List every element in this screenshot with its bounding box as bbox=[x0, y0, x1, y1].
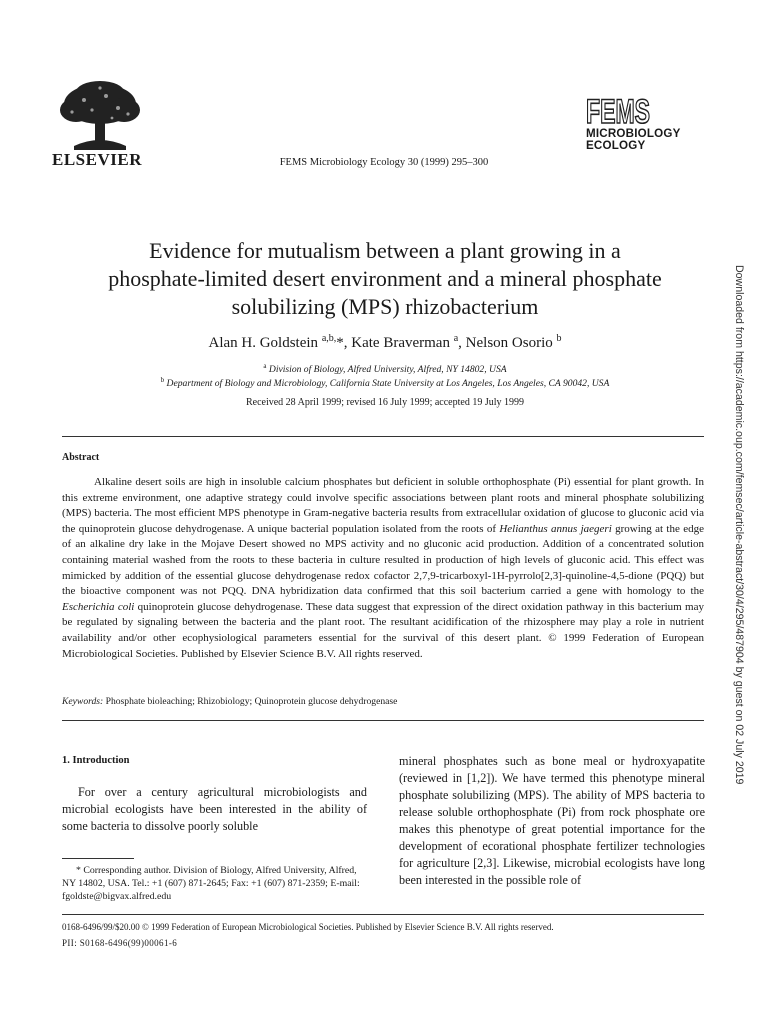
footnote-divider bbox=[62, 858, 134, 859]
journal-title bbox=[586, 128, 681, 152]
affiliation-text: Division of Biology, Alfred University, Alfred, NY 14802, USA bbox=[266, 364, 507, 376]
corresponding-author-footnote: * Corresponding author. Division of Biology, Alfred University, Alfred, NY 14802, USA. Tel.: +1 (607) 871-2645; Fax: +1 (607) 871-2359; E-mail: fgoldste@bigvax.alfred.edu bbox=[62, 865, 360, 902]
title-line: Evidence for mutualism between a plant growing in a bbox=[149, 238, 621, 263]
title-line: solubilizing (MPS) rhizobacterium bbox=[231, 294, 539, 319]
copyright-footer: 0168-6496/99/$20.00 © 1999 Federation of European Microbiological Societies. Published by Elsevier Science B.V. All rights reserved. bbox=[62, 922, 554, 932]
keywords-text: Phosphate bioleaching; Rhizobiology; Quinoprotein glucose dehydrogenase bbox=[103, 696, 398, 707]
author-list bbox=[40, 333, 730, 352]
received-dates: Received 28 April 1999; revised 16 July 1999; accepted 19 July 1999 bbox=[245, 397, 524, 408]
journal-title-line1: MICROBIOLOGY bbox=[586, 127, 681, 140]
abstract-segment: growing at the edge of an alkaline dry lake in the Mojave Desert showed no MPS activity and no gluconic acid production. Addition of a concentrated solution containing material washed from the roots to these bacteria in culture resulted in production of high levels of gluconic acid. This effect was mimicked by addition of the essential glucose dehydrogenase redox cofactor 2,7,9-tricarboxyl-1H-pyrrolo[2,3]-quinoline-4,5-dione (PQQ) but the bioactive component was not PQQ. DNA hybridization data confirmed that this soil bacterium carried a gene with homology to the bbox=[62, 522, 704, 598]
intro-paragraph-left: For over a century agricultural microbiologists and microbial ecologists have been interested in the ability of some bacteria to dissolve poorly soluble bbox=[62, 785, 367, 833]
journal-title-line2: ECOLOGY bbox=[586, 139, 646, 152]
publisher-name: ELSEVIER bbox=[52, 150, 142, 169]
author-affil-mark: a,b, bbox=[321, 333, 337, 344]
section-heading: 1. Introduction bbox=[62, 755, 130, 766]
author-name: , Kate Braverman bbox=[343, 335, 454, 351]
pii-footer: PII: S0168-6496(99)00061-6 bbox=[62, 938, 178, 948]
title-line: phosphate-limited desert environment and a mineral phosphate bbox=[108, 266, 662, 291]
affiliation-mark: a bbox=[263, 362, 267, 370]
keywords bbox=[62, 696, 704, 707]
author-affil-mark: a bbox=[453, 333, 459, 344]
journal-reference: FEMS Microbiology Ecology 30 (1999) 295–300 bbox=[279, 157, 489, 168]
divider bbox=[62, 914, 704, 915]
author-affil-mark: b bbox=[556, 333, 562, 344]
divider bbox=[62, 436, 704, 437]
affiliation-mark: b bbox=[160, 376, 165, 384]
abstract-heading: Abstract bbox=[62, 452, 100, 463]
paper-title bbox=[40, 237, 730, 321]
species-name: Helianthus annus jaegeri bbox=[499, 522, 612, 535]
affiliation-a bbox=[40, 362, 730, 375]
keywords-label: Keywords: bbox=[62, 696, 104, 707]
author-name: , Nelson Osorio bbox=[458, 335, 557, 351]
corresponding-mark: * bbox=[336, 335, 344, 351]
fems-logo bbox=[586, 89, 656, 129]
abstract-segment: Alkaline desert soils are high in insoluble calcium phosphates but deficient in soluble orthophosphate (Pi) essential for plant growth. In this extreme environment, one adaptive strategy could involve specific associations between plant roots and mineral phosphate solubilizing (MPS) bacteria. The most efficient MPS phenotype in Gram-negative bacteria results from extracellular oxidation of glucose to gluconic acid via the quinoprotein glucose dehydrogenase. A unique bacterial population isolated from the roots of bbox=[62, 476, 704, 535]
download-watermark: Downloaded from https://academic.oup.com/femsec/article-abstract/30/4/295/487904 by guest on 02 July 2019 bbox=[733, 265, 745, 785]
abstract-text bbox=[62, 475, 704, 662]
divider bbox=[62, 720, 704, 721]
abstract-segment: quinoprotein glucose dehydrogenase. These data suggest that expression of the direct oxidation pathway in this bacterium may be regulated by signaling between the bacteria and the plant root. The resultant acidification of the rhizosphere may play a role in nutrient availability and/or other ecophysiological parameters essential for the survival of this desert plant. © 1999 Federation of European Microbiological Societies. Published by Elsevier Science B.V. All rights reserved. bbox=[62, 600, 704, 660]
species-name: Escherichia coli bbox=[62, 600, 135, 613]
affiliation-b bbox=[40, 376, 730, 389]
affiliation-text: Department of Biology and Microbiology, California State University at Los Angeles, Los Angeles, CA 90042, USA bbox=[164, 378, 610, 390]
fems-logo-text: FEMS bbox=[586, 93, 650, 129]
author-name: Alan H. Goldstein bbox=[208, 335, 322, 351]
intro-paragraph-right: mineral phosphates such as bone meal or hydroxyapatite (reviewed in [1,2]). We have termed this phenotype mineral phosphate solubilizing (MPS). The ability of MPS bacteria to release soluble orthophosphate (Pi) from rock phosphate ore makes this phenotype of great potential importance for the development of ecorational phosphate fertilizer technologies for agriculture [2,3]. Likewise, microbial ecologists have long been interested in the possible role of bbox=[399, 754, 705, 887]
